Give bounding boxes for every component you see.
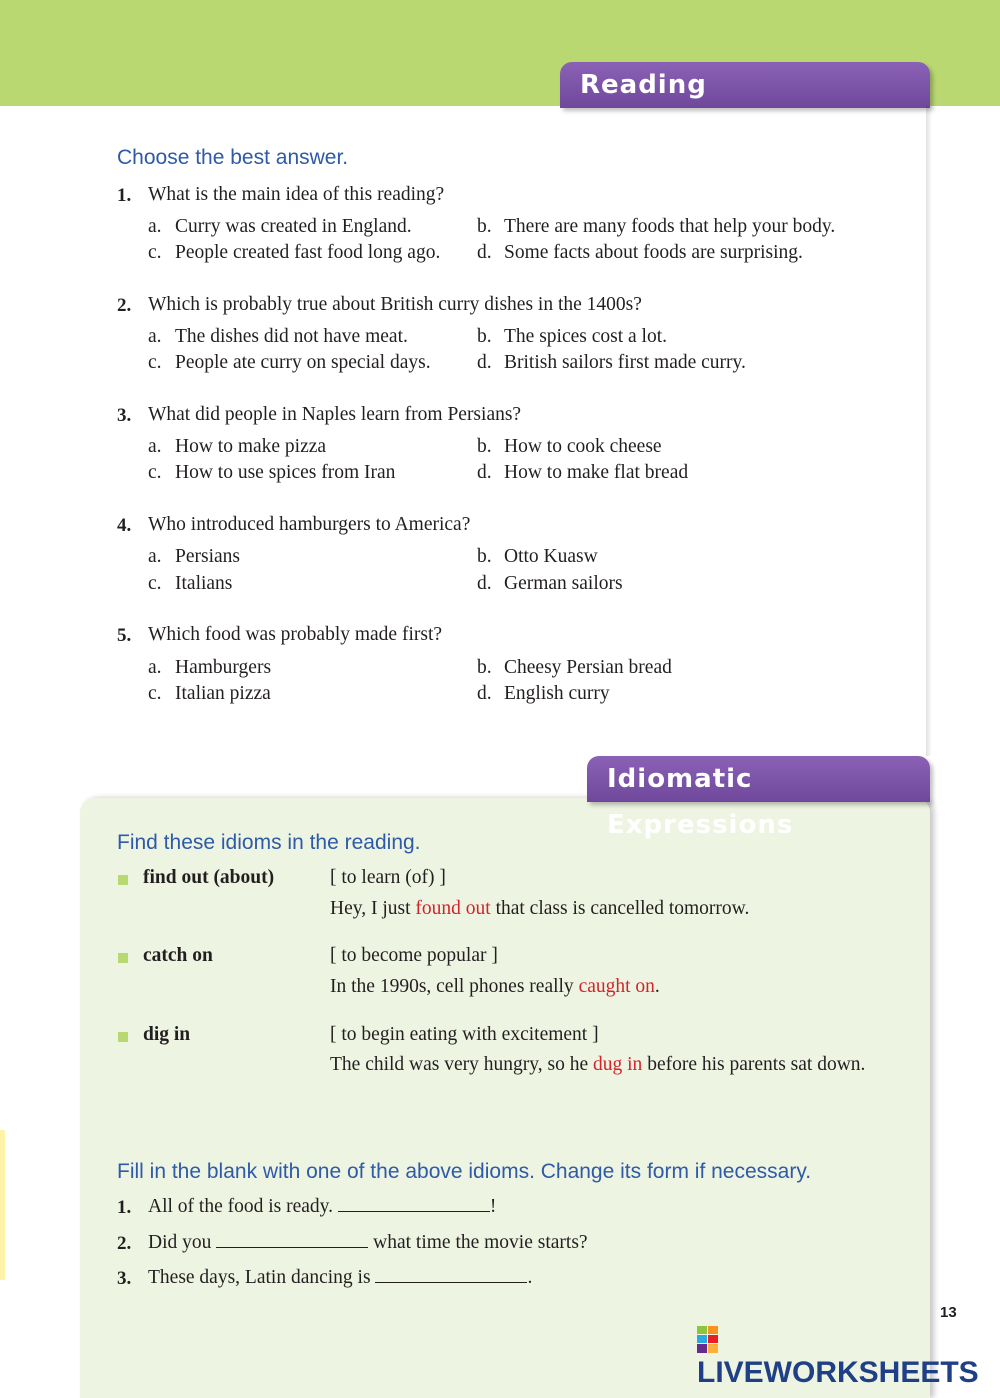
idiom-highlight: caught on: [578, 976, 655, 997]
idiom-example: In the 1990s, cell phones really caught on.: [330, 976, 660, 997]
idiom-example: Hey, I just found out that class is cancelled tomorrow.: [330, 898, 750, 919]
answer-option[interactable]: Otto Kuasw: [504, 546, 598, 567]
question-number: 2.: [117, 295, 132, 316]
fill-number: 1.: [117, 1197, 132, 1218]
question-text: What is the main idea of this reading?: [148, 184, 445, 205]
answer-option[interactable]: People ate curry on special days.: [175, 352, 431, 373]
idiom-highlight: dug in: [593, 1054, 643, 1075]
left-edge-strip: [0, 1130, 5, 1280]
option-label: c.: [148, 573, 162, 594]
option-label: d.: [477, 352, 492, 373]
answer-option[interactable]: How to use spices from Iran: [175, 462, 396, 483]
option-label: b.: [477, 436, 492, 457]
answer-option[interactable]: How to make pizza: [175, 436, 327, 457]
page-number: 13: [940, 1304, 957, 1321]
option-label: d.: [477, 462, 492, 483]
option-label: c.: [148, 683, 162, 704]
option-label: a.: [148, 216, 162, 237]
bullet-square: [118, 875, 128, 885]
idiom-highlight: found out: [415, 898, 491, 919]
answer-option[interactable]: Curry was created in England.: [175, 216, 412, 237]
answer-option[interactable]: How to cook cheese: [504, 436, 662, 457]
option-label: b.: [477, 657, 492, 678]
option-label: a.: [148, 436, 162, 457]
fill-in-instruction: Fill in the blank with one of the above idioms. Change its form if necessary.: [117, 1160, 812, 1183]
liveworksheets-logo: LIVEWORKSHEETS: [697, 1325, 1000, 1357]
answer-option[interactable]: German sailors: [504, 573, 623, 594]
option-label: d.: [477, 242, 492, 263]
idiom-example: The child was very hungry, so he dug in before his parents sat down.: [330, 1054, 866, 1075]
blank-line[interactable]: [216, 1233, 368, 1248]
answer-option[interactable]: How to make flat bread: [504, 462, 689, 483]
blank-line[interactable]: [338, 1197, 490, 1212]
idiom-term: catch on: [143, 945, 213, 966]
answer-option[interactable]: Some facts about foods are surprising.: [504, 242, 803, 263]
option-label: d.: [477, 683, 492, 704]
fill-number: 2.: [117, 1233, 132, 1254]
answer-option[interactable]: Cheesy Persian bread: [504, 657, 672, 678]
page-edge-shadow: [926, 106, 932, 756]
answer-option[interactable]: There are many foods that help your body.: [504, 216, 836, 237]
option-label: d.: [477, 573, 492, 594]
answer-option[interactable]: Italians: [175, 573, 233, 594]
question-number: 5.: [117, 625, 132, 646]
answer-option[interactable]: Italian pizza: [175, 683, 271, 704]
idiomatic-expressions-tab: Idiomatic Expressions: [587, 756, 930, 802]
option-label: b.: [477, 546, 492, 567]
answer-option[interactable]: People created fast food long ago.: [175, 242, 441, 263]
idioms-instruction: Find these idioms in the reading.: [117, 831, 421, 854]
liveworksheets-icon: [697, 1326, 719, 1354]
option-label: a.: [148, 326, 162, 347]
question-text: Who introduced hamburgers to America?: [148, 514, 471, 535]
question-number: 3.: [117, 405, 132, 426]
question-text: Which is probably true about British curry dishes in the 1400s?: [148, 294, 642, 315]
option-label: c.: [148, 352, 162, 373]
idiom-term: find out (about): [143, 867, 275, 888]
fill-sentence: These days, Latin dancing is .: [148, 1267, 533, 1288]
option-label: a.: [148, 546, 162, 567]
answer-option[interactable]: English curry: [504, 683, 610, 704]
question-text: What did people in Naples learn from Persians?: [148, 404, 522, 425]
question-text: Which food was probably made first?: [148, 624, 443, 645]
option-label: b.: [477, 326, 492, 347]
answer-option[interactable]: Persians: [175, 546, 240, 567]
reading-instruction: Choose the best answer.: [117, 146, 349, 169]
idiom-definition: [ to learn (of) ]: [330, 867, 446, 888]
question-number: 1.: [117, 185, 132, 206]
answer-option[interactable]: British sailors first made curry.: [504, 352, 746, 373]
idiom-definition: [ to become popular ]: [330, 945, 498, 966]
idiom-term: dig in: [143, 1024, 191, 1045]
idiom-definition: [ to begin eating with excitement ]: [330, 1024, 599, 1045]
fill-sentence: Did you what time the movie starts?: [148, 1232, 588, 1253]
blank-line[interactable]: [375, 1268, 527, 1283]
fill-sentence: All of the food is ready. !: [148, 1196, 497, 1217]
question-number: 4.: [117, 515, 132, 536]
answer-option[interactable]: The spices cost a lot.: [504, 326, 667, 347]
answer-option[interactable]: Hamburgers: [175, 657, 272, 678]
bullet-square: [118, 953, 128, 963]
bullet-square: [118, 1032, 128, 1042]
fill-number: 3.: [117, 1268, 132, 1289]
reading-comprehension-tab: Reading Comprehension: [560, 62, 930, 108]
option-label: b.: [477, 216, 492, 237]
option-label: a.: [148, 657, 162, 678]
option-label: c.: [148, 462, 162, 483]
option-label: c.: [148, 242, 162, 263]
answer-option[interactable]: The dishes did not have meat.: [175, 326, 408, 347]
